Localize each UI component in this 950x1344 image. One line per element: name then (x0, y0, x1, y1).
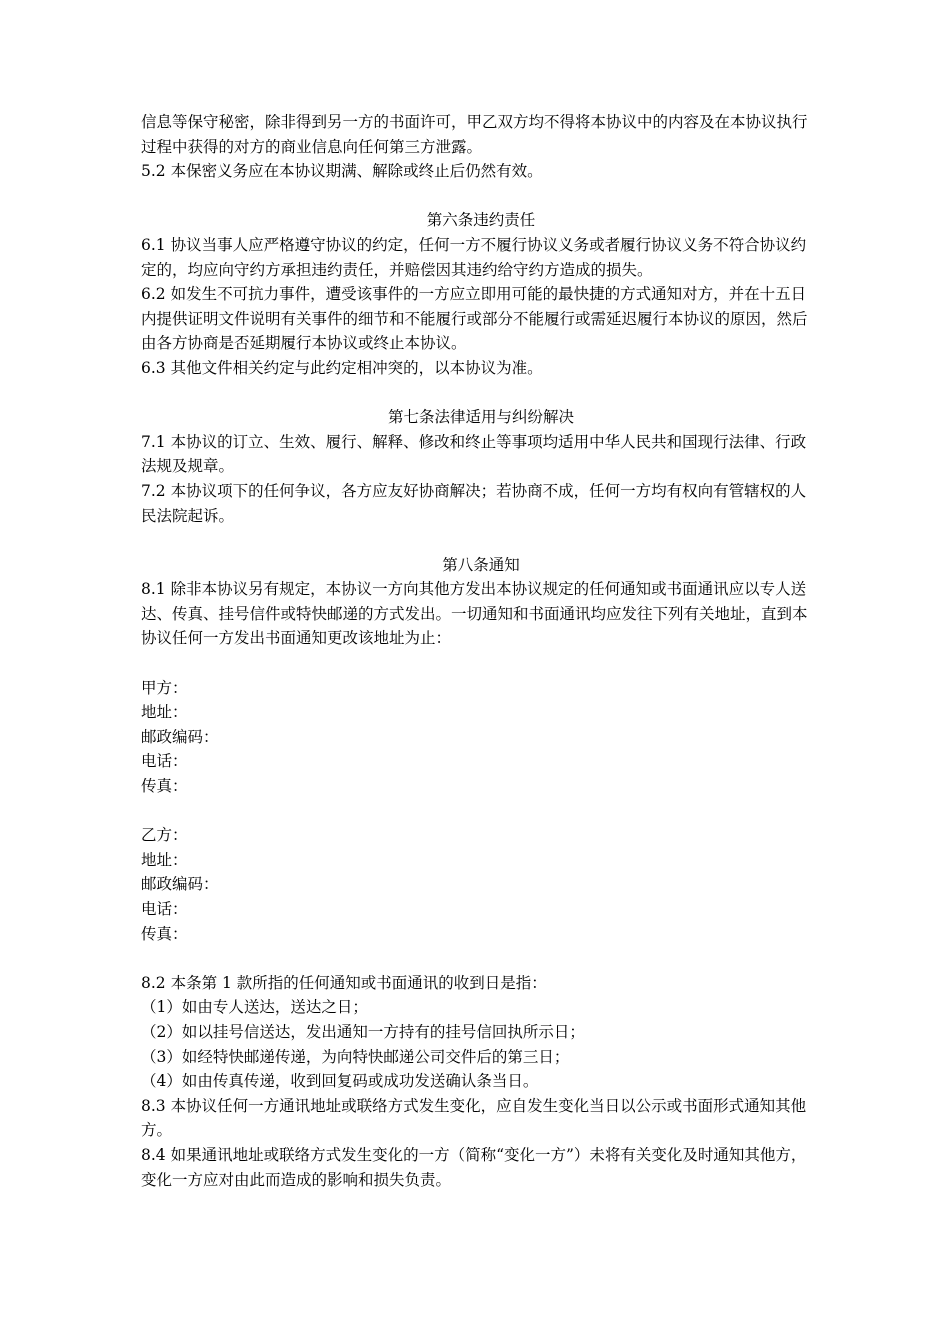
party-b-fax-label: 传真： (141, 924, 188, 943)
party-b-postcode-label: 邮政编码： (141, 875, 219, 894)
spacer (141, 184, 821, 209)
clause-8-3: 8.3 本协议任何一方通讯地址或联络方式发生变化，应自发生变化当日以公示或书面形式通知其他方。 (141, 1096, 807, 1140)
party-b-contact-block (141, 823, 821, 946)
clause-8-2-sub-3: （3）如经特快邮递传递，为向特快邮递公司交件后的第三日； (141, 1047, 570, 1066)
party-a-contact-block (141, 676, 821, 799)
party-a-phone-label: 电话： (141, 752, 188, 771)
party-b-address-label: 地址： (141, 850, 188, 869)
spacer (141, 381, 821, 406)
document-page (141, 110, 821, 1192)
section-8-title: 第八条通知 (442, 555, 520, 574)
party-a-fax-label: 传真： (141, 777, 188, 796)
clause-7-1: 7.1 本协议的订立、生效、履行、解释、修改和终止等事项均适用中华人民共和国现行法律、行政法规及规章。 (141, 432, 807, 476)
clause-8-2-sub-2: （2）如以挂号信送达，发出通知一方持有的挂号信回执所示日； (141, 1022, 585, 1041)
clause-8-2-sub-1: （1）如由专人送达，送达之日； (141, 998, 368, 1017)
spacer (141, 799, 821, 824)
clause-8-2: 8.2 本条第 1 款所指的任何通知或书面通讯的收到日是指： (141, 973, 547, 992)
spacer (141, 651, 821, 676)
spacer (141, 528, 821, 553)
spacer (141, 946, 821, 971)
clause-8-1: 8.1 除非本协议另有规定，本协议一方向其他方发出本协议规定的任何通知或书面通讯应以专人送达、传真、挂号信件或特快邮递的方式发出。一切通知和书面通讯均应发往下列有关地址，直到本协议任何一方发出书面通知更改该地址为止： (141, 580, 808, 648)
clause-7-2: 7.2 本协议项下的任何争议，各方应友好协商解决；若协商不成，任何一方均有权向有管辖权的人民法院起诉。 (141, 481, 807, 525)
section-6-title: 第六条违约责任 (426, 211, 536, 230)
clause-8-4: 8.4 如果通讯地址或联络方式发生变化的一方（简称“变化一方”）未将有关变化及时通知其他方，变化一方应对由此而造成的影响和损失负责。 (141, 1145, 807, 1189)
confidentiality-continuation: 信息等保守秘密，除非得到另一方的书面许可，甲乙双方均不得将本协议中的内容及在本协议执行过程中获得的对方的商业信息向任何第三方泄露。 (141, 113, 808, 156)
clause-8-2-sub-4: （4）如由传真传递，收到回复码或成功发送确认条当日。 (141, 1072, 539, 1091)
clause-6-2: 6.2 如发生不可抗力事件，遭受该事件的一方应立即用可能的最快捷的方式通知对方，并在十五日内提供证明文件说明有关事件的细节和不能履行或部分不能履行或需延迟履行本协议的原因，然后由各方协商是否延期履行本协议或终止本协议。 (141, 285, 808, 353)
party-a-address-label: 地址： (141, 703, 188, 722)
party-a-label: 甲方： (141, 678, 188, 697)
clause-6-3: 6.3 其他文件相关约定与此约定相冲突的，以本协议为准。 (141, 358, 543, 377)
clause-5-2: 5.2 本保密义务应在本协议期满、解除或终止后仍然有效。 (141, 162, 543, 181)
party-b-label: 乙方： (141, 826, 188, 845)
section-7-title: 第七条法律适用与纠纷解决 (387, 408, 574, 427)
clause-6-1: 6.1 协议当事人应严格遵守协议的约定，任何一方不履行协议义务或者履行协议义务不符合协议约定的，均应向守约方承担违约责任，并赔偿因其违约给守约方造成的损失。 (141, 235, 807, 279)
party-b-phone-label: 电话： (141, 900, 188, 918)
party-a-postcode-label: 邮政编码： (141, 727, 219, 746)
